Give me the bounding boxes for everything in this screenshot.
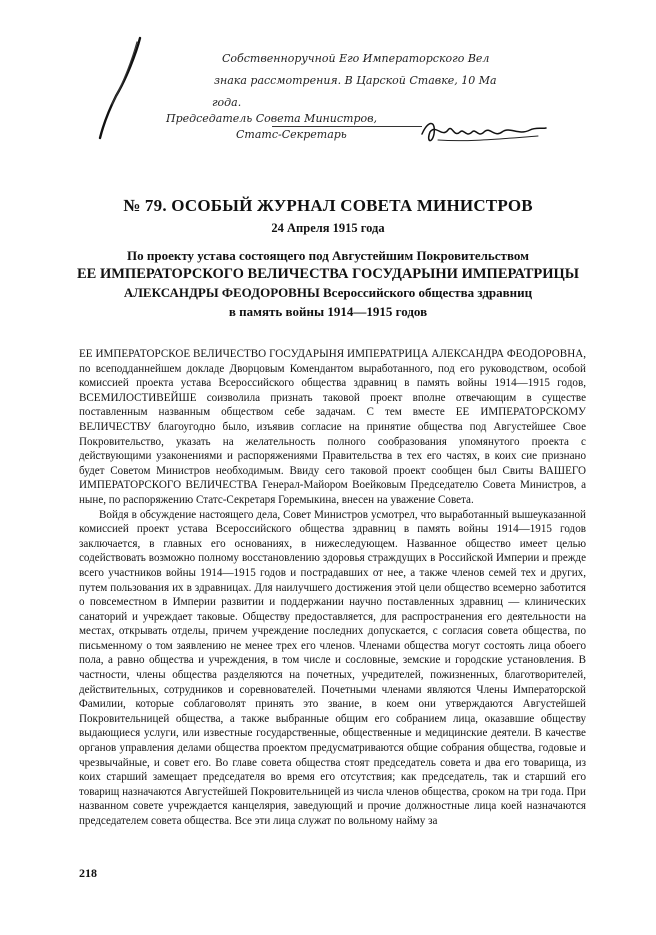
body-paragraph: ЕЕ ИМПЕРАТОРСКОЕ ВЕЛИЧЕСТВО ГОСУДАРЫНЯ ИМПЕРАТРИЦА АЛЕКСАНДРА ФЕОДОРОВНА, по всеподданнейшем докладе Дворцовым Комендантом выработанного, под его руководством, особой комиссией проекта устава Всероссийского общества здравниц в память войны 1914—1915 годов, ВСЕМИЛОСТИВЕЙШЕ соизволила признать таковой проект вполне отвечающим в существе поставленным названным обществом себе задачам. С тем вместе ЕЕ ИМПЕРАТОРСКОМУ ВЕЛИЧЕСТВУ благоугодно было, изъявив согласие на принятие общества под Августейшее Свое Покровительство, указать на желательность полного сообразования упомянутого проекта с действующими узаконениями и распоряжениями Правительства в тех его частях, в коих сие признано будет Советом Министров необходимым. Ввиду сего таковой проект сообщен был Свиты ВАШЕГО ИМПЕРАТОРСКОГО ВЕЛИЧЕСТВА Генерал-Майором Воейковым Председателю Совета Министров, а ныне, по распоряжению Статс-Секретаря Горемыкина, внесен на уважение Совета. xyxy=(79,348,586,506)
document-subtitle: АЛЕКСАНДРЫ ФЕОДОРОВНЫ Всероссийского общества здравниц xyxy=(123,285,533,300)
handwritten-approval-stroke xyxy=(96,34,146,144)
document-title: № 79. ОСОБЫЙ ЖУРНАЛ СОВЕТА МИНИСТРОВ xyxy=(123,196,533,215)
document-body xyxy=(79,347,586,829)
handwritten-note-line: Собственноручной Его Императорского Вел xyxy=(222,52,490,65)
document-date: 24 Апреля 1915 года xyxy=(271,221,385,235)
handwritten-note-line: Статс-Секретарь xyxy=(236,128,347,141)
handwritten-signature xyxy=(418,112,548,152)
page-number: 218 xyxy=(79,866,97,880)
document-subtitle: в память войны 1914—1915 годов xyxy=(228,304,428,319)
handwritten-note-line: знака рассмотрения. В Царской Ставке, 10 Ма xyxy=(214,74,497,87)
handwritten-note-line: года. xyxy=(212,96,242,109)
document-subtitle: По проекту устава состоящего под Августейшим Покровительством xyxy=(127,248,529,263)
body-paragraph: Войдя в обсуждение настоящего дела, Совет Министров усмотрел, что выработанный вышеуказанной комиссией проект устава Всероссийского общества здравниц в память войны 1914—1915 годов заключается, в главных его основаниях, в нижеследующем. Названное общество имеет целью содействовать возможно полному восстановлению здоровья страждущих в Российской Империи и прежде всего участников войны 1914—1915 годов и пострадавших от нее, а также членов семей тех и других, путем пользования их в здравницах. Для наилучшего достижения этой цели общество всемерно заботится о повсеместном в Империи развитии и поддержании научно поставленных здравниц — клинических санаторий и учреждает таковые. Обществу предоставляется, для распространения его деятельности на местах, открывать отделы, причем учреждение последних допускается, с согласия совета общества, по письменному о том заявлению не менее трех его членов. Членами общества могут состоять лица обоего пола, а равно общества и учреждения, в том числе и сословные, земские и городские установления. В частности, члены общества разделяются на почетных, учредителей, пожизненных, благотворителей, действительных, сотрудников и соревнователей. Почетными членами являются Члены Императорской Фамилии, которые соблаговолят принять это звание, в коем они утверждаются Августейшей Покровительницей общества, а также выбранные общим его собранием лица, оказавшие обществу выдающиеся услуги, или известные государственные, общественные и медицинские деятели. В качестве органов управления делами общества проектом предусматриваются общие собрания общества, годовые и чрезвычайные, и совет его. Во главе совета общества стоят председатель совета и два его товарища, из коих старший замещает председателя во время его отсутствия; как председатель, так и старший его товарищ назначаются Августейшей Покровительницей из числа членов общества, сроком на три года. При названном совете учреждается канцелярия, заведующий и прочие должностные лица коей назначаются председателем совета общества. Все эти лица служат по вольному найму за xyxy=(79,508,586,827)
document-subtitle: ЕЕ ИМПЕРАТОРСКОГО ВЕЛИЧЕСТВА ГОСУДАРЫНИ ИМПЕРАТРИЦЫ xyxy=(76,266,580,282)
handwritten-note-line: Председатель Совета Министров, xyxy=(166,112,378,125)
